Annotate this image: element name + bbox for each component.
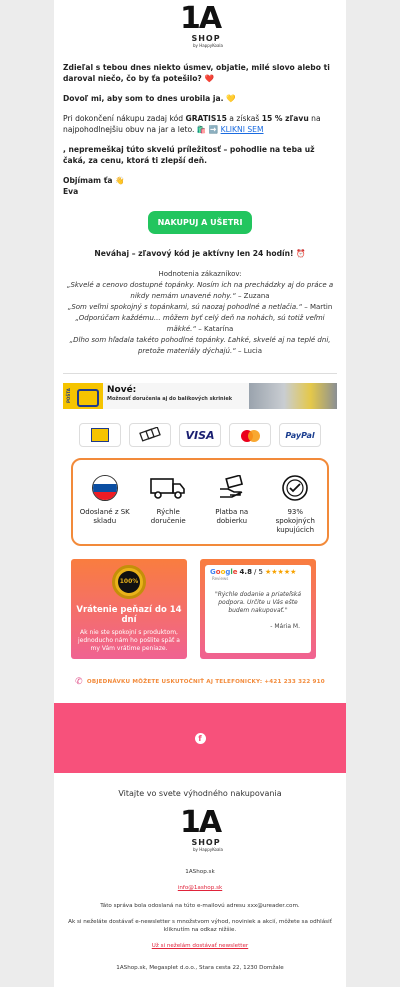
- footer-welcome: Vitajte vo svete výhodného nakupovania: [118, 789, 282, 798]
- google-rating: [210, 568, 306, 576]
- benefit-label: Platba na dobierku: [215, 508, 249, 525]
- review-quote: „Skvelé a cenovo dostupné topánky. Nosím ich na prechádzky aj do práce a nikdy nemám unavené nohy.“: [66, 281, 334, 300]
- phone-icon: ✆: [75, 677, 83, 687]
- benefits-box: [71, 458, 329, 546]
- code-paragraph: Pri dokončení nákupu zadaj kód GRATIS15 a získaš 15 % zľavu na najpohodlnejšiu obuv na jar a leto. 🛍️ ➡️ KLIKNI SEM: [63, 114, 321, 134]
- message: [54, 62, 346, 409]
- rating-value: 4.8: [239, 568, 252, 576]
- review-author: – Martin: [302, 303, 333, 311]
- discount-value: 15 % zľavu: [261, 114, 309, 123]
- reviews-title: Hodnotenia zákazníkov:: [158, 270, 242, 278]
- review-author: – Lucia: [235, 347, 263, 355]
- customer-reviews: [63, 269, 337, 357]
- google-review-author: - Mária M.: [270, 623, 300, 630]
- unsubscribe-link[interactable]: Už si neželám dostávať newsletter: [151, 943, 249, 949]
- posta-logo-icon: [71, 383, 103, 409]
- google-review-card: [200, 559, 316, 659]
- slovakia-flag-icon: [92, 475, 118, 501]
- money-back-title: Vrátenie peňazí do 14 dní: [76, 605, 182, 625]
- discount-code: GRATIS15: [185, 114, 227, 123]
- posta-icon: [79, 423, 121, 447]
- google-review-quote: "Rýchle dodanie a priateľská podpora. Určite u Vás ešte budem nakupovať.": [214, 591, 302, 614]
- logo-shop: SHOP: [191, 34, 221, 43]
- trust-cards: [71, 559, 329, 659]
- parcel-locker-photo: [249, 383, 337, 409]
- review-author: – Katarína: [196, 325, 234, 333]
- guarantee-badge-icon: 100%: [112, 565, 146, 599]
- money-back-text: Ak nie ste spokojní s produktom, jednoducho nám ho pošlite späť a my Vám vrátime peniaze.: [78, 629, 180, 652]
- paypal-icon: PayPal: [279, 423, 321, 447]
- phone-order[interactable]: [54, 677, 346, 687]
- mastercard-icon: [229, 423, 271, 447]
- posta-label: POŠTA: [63, 383, 71, 409]
- verified-badge-icon: [268, 472, 322, 504]
- benefit-label: Odoslané z SK skladu: [79, 508, 130, 525]
- footer-logo[interactable]: 1A SHOP by HappyKoala: [179, 805, 223, 852]
- benefit-label: Rýchle doručenie: [150, 508, 186, 525]
- rating-scale: / 5: [253, 568, 263, 576]
- benefit-item: [78, 472, 132, 526]
- benefit-label: 93% spokojných kupujúcich: [275, 508, 315, 534]
- truck-icon: [141, 472, 195, 504]
- intro-line: Dovoľ mi, aby som to dnes urobila ja. 💛: [63, 94, 236, 103]
- shop-logo[interactable]: [170, 1, 230, 54]
- review-quote: „Som veľmi spokojný s topánkami, sú naozaj pohodlné a netlačia.“: [67, 303, 302, 311]
- review-quote: „Odporúčam každému... môžem byť celý deň na nohách, sú totiž veľmi mäkké.“: [75, 314, 325, 333]
- cash-on-delivery-icon: [129, 423, 171, 447]
- email-body: [54, 0, 346, 987]
- signature-name: Eva: [63, 187, 79, 196]
- google-logo: Google: [210, 568, 238, 576]
- divider: [63, 373, 337, 374]
- cash-payment-icon: [205, 472, 259, 504]
- intro-line: , nepremeškaj túto skvelú príležitosť – pohodlie na teba už čaká, za cenu, ktorá ti zlepší deň.: [63, 145, 315, 165]
- money-back-card: [71, 559, 187, 659]
- urgency-text: Neváhaj – zľavový kód je aktívny len 24 hodín! ⏰: [94, 249, 306, 258]
- signature-greeting: Objímam ťa 👋: [63, 176, 125, 185]
- social-bar: [54, 703, 346, 773]
- visa-icon: VISA: [179, 423, 221, 447]
- banner-subtitle: Možnosť doručenia aj do balíkových skriniek: [107, 396, 233, 402]
- review-quote: „Dlho som hľadala takéto pohodlné topánky. Ľahké, skvelé aj na teplé dni, pretože materiály dýchajú.“: [69, 336, 331, 355]
- footer: [54, 789, 346, 972]
- footer-address: 1AShop.sk, Megasplet d.o.o., Stara cesta 22, 1230 Domžale: [116, 965, 284, 971]
- footer-email-link[interactable]: info@1ashop.sk: [177, 885, 223, 891]
- google-reviews-label: Reviews: [212, 576, 229, 581]
- facebook-icon[interactable]: f: [195, 733, 206, 744]
- footer-site: 1AShop.sk: [185, 869, 215, 875]
- review-author: – Zuzana: [235, 292, 270, 300]
- benefit-item: [268, 472, 322, 535]
- footer-sent-notice: Táto správa bola odoslaná na túto e-mailovú adresu xxx@ureader.com.: [100, 903, 300, 909]
- click-here-link[interactable]: KLIKNI SEM: [220, 125, 264, 134]
- benefit-item: [141, 472, 195, 526]
- logo-main: 1A: [179, 1, 221, 36]
- intro-line: Zdieľal s tebou dnes niekto úsmev, objatie, milé slovo alebo ti daroval niečo, čo by ťa potešilo? ❤️: [63, 63, 330, 83]
- parcel-locker-banner[interactable]: [63, 383, 337, 409]
- logo-by: by HappyKoala: [193, 43, 223, 48]
- benefit-item: [205, 472, 259, 526]
- rating-stars-icon: ★★★★★: [265, 568, 297, 576]
- shop-and-save-button[interactable]: NAKUPUJ A UŠETRI: [148, 211, 253, 234]
- phone-order-text: OBJEDNÁVKU MÔŽETE USKUTOČNIŤ AJ TELEFONICKY: +421 233 322 910: [86, 679, 325, 685]
- footer-unsubscribe-notice: Ak si neželáte dostávať e-newsletter s množstvom výhod, noviniek a akcií, môžete sa odhlásiť kliknutím na odkaz nižšie.: [68, 919, 332, 933]
- payment-methods: [54, 423, 346, 447]
- banner-title: Nové:: [107, 385, 137, 395]
